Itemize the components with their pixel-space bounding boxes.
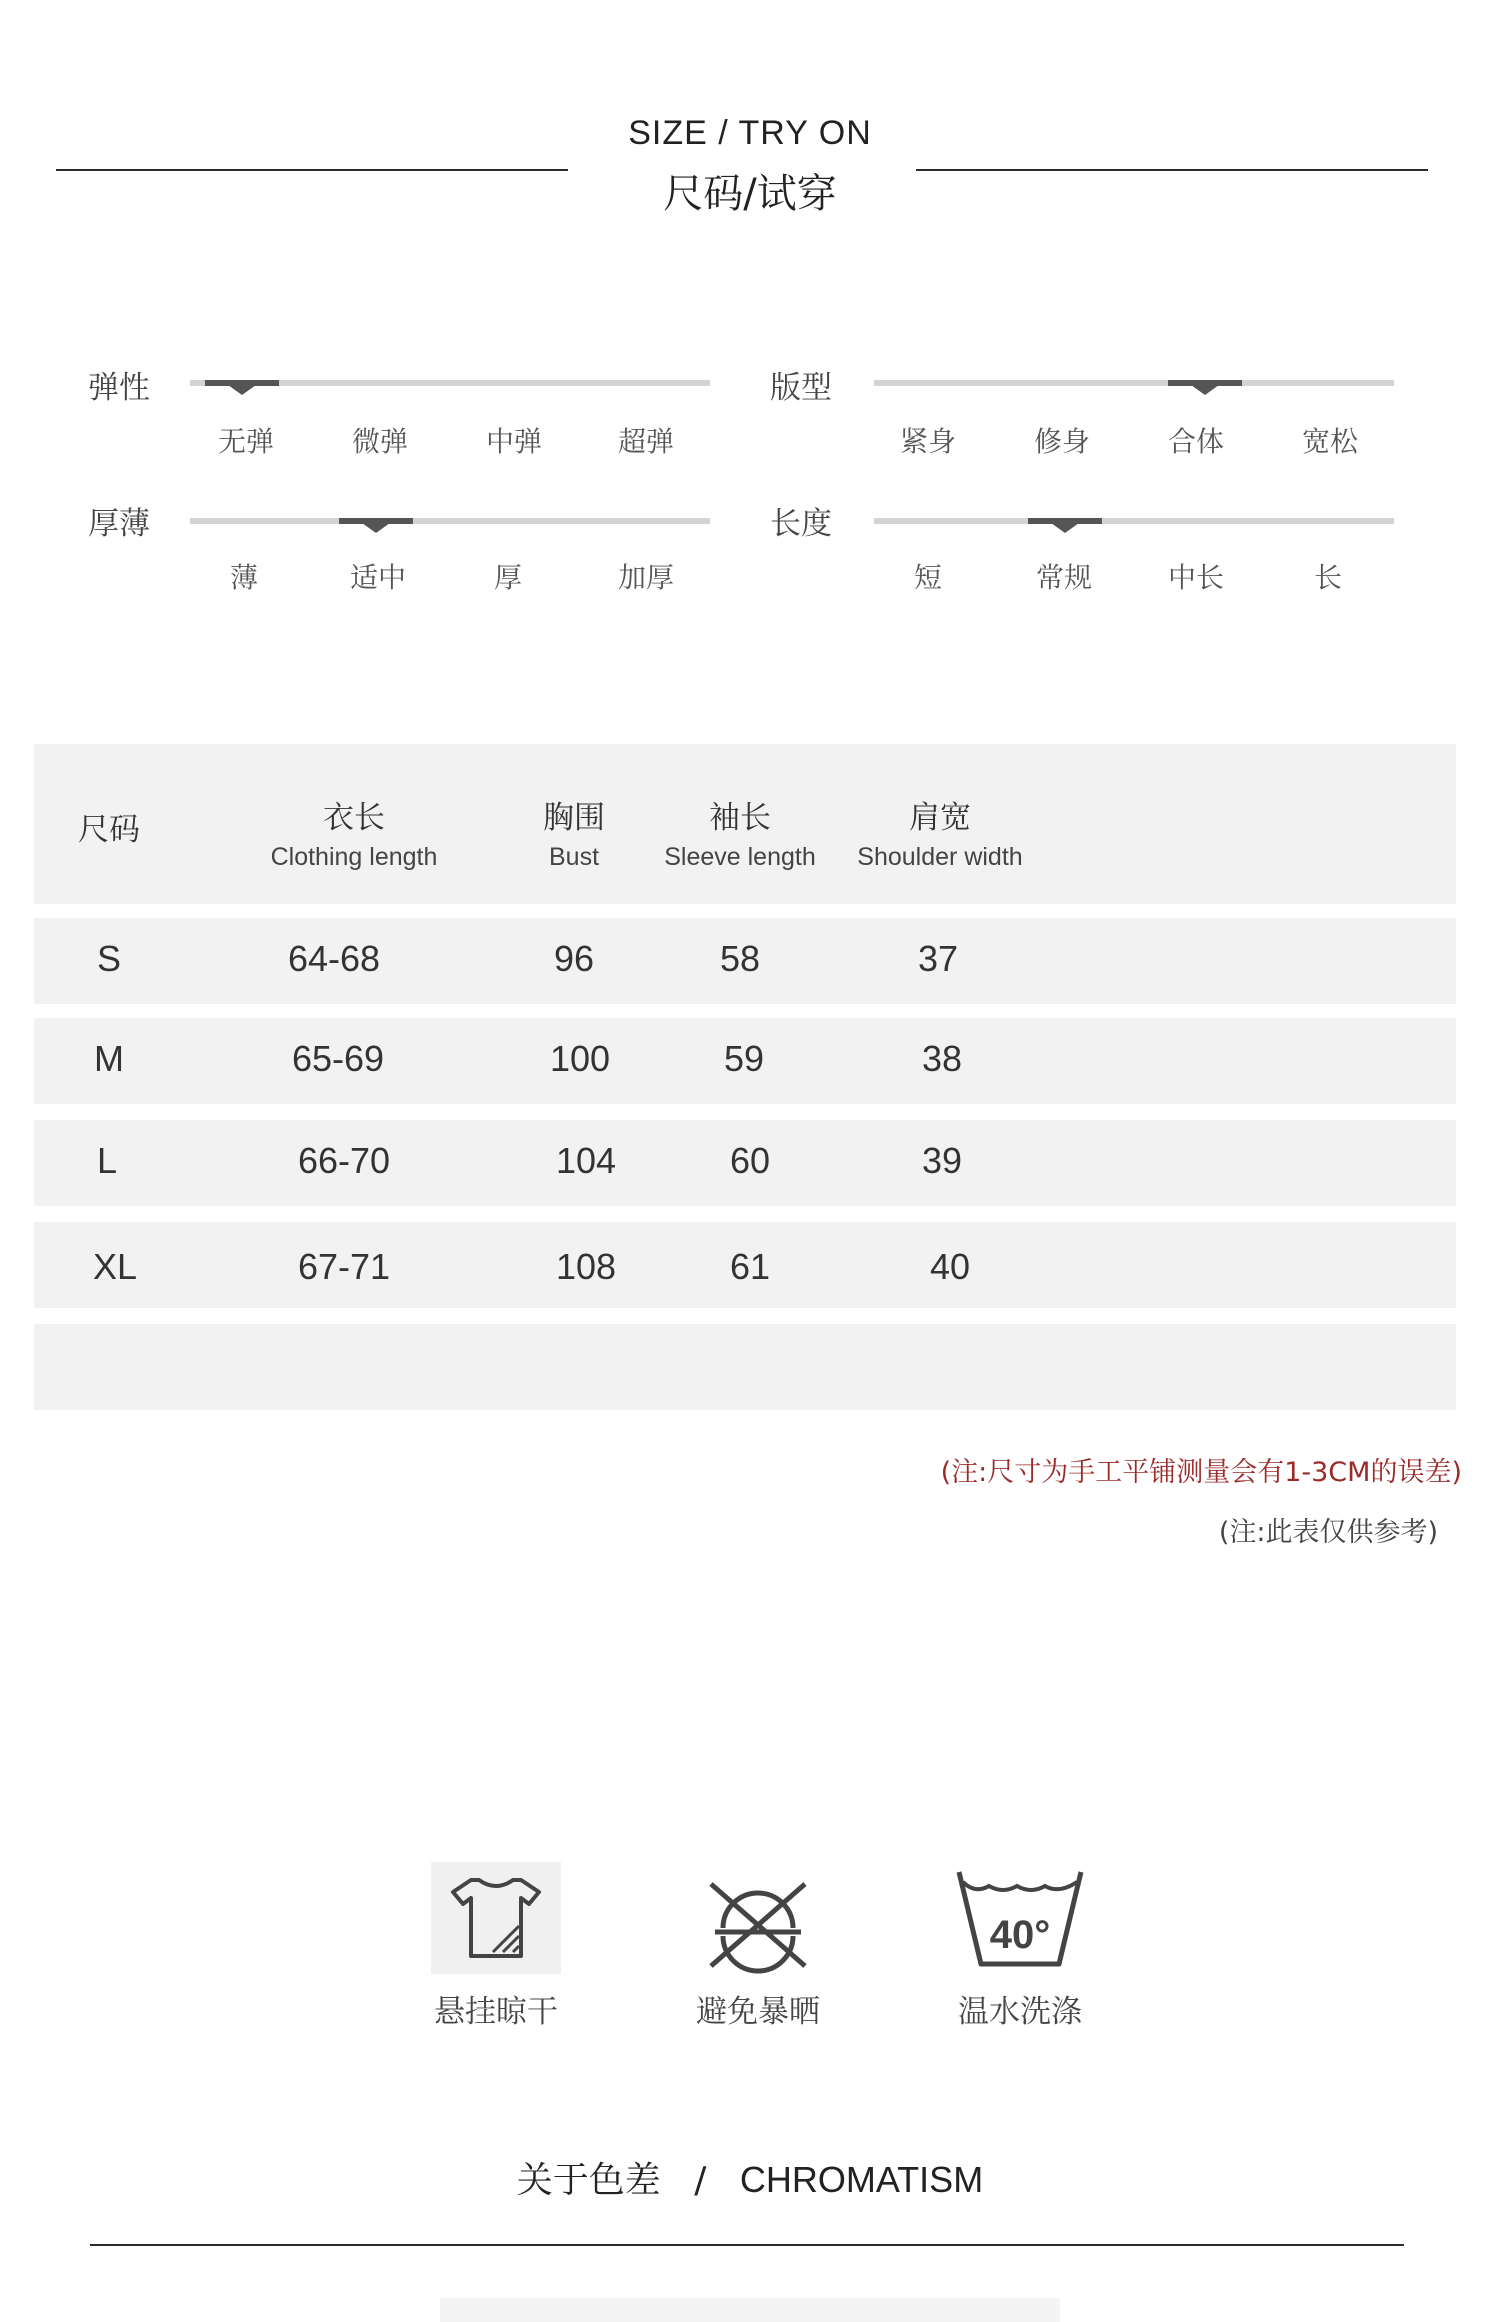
- table-row: [34, 1120, 1456, 1206]
- attribute-label: 版型: [770, 370, 832, 406]
- value-cell: 39: [921, 1140, 963, 1181]
- value-cell: 58: [719, 938, 761, 979]
- size-column-header: 尺码: [78, 812, 140, 848]
- attribute-option: 短: [913, 561, 942, 594]
- wash-temperature: 40°: [989, 1913, 1051, 1957]
- value-cell: 67-71: [297, 1246, 391, 1287]
- attribute-option: 修身: [1033, 425, 1090, 458]
- attribute-option: 常规: [1035, 561, 1092, 594]
- attribute-track: [874, 518, 1394, 524]
- footer-rule: [90, 2244, 1404, 2246]
- section-title-en: SIZE / TRY ON: [628, 114, 872, 152]
- column-header-en: Bust: [548, 843, 600, 871]
- care-item-wash-40: [920, 1864, 1120, 2031]
- reference-note: (注:此表仅供参考): [1218, 1517, 1438, 1548]
- attribute-option: 加厚: [617, 561, 674, 594]
- attribute-option: 适中: [349, 561, 406, 594]
- hang-dry-icon: [431, 1862, 561, 1974]
- attribute-track: [190, 518, 710, 524]
- column-header-cn: 胸围: [543, 800, 605, 836]
- table-empty-row: [34, 1324, 1456, 1410]
- chromatism-title-cn: 关于色差: [516, 2160, 661, 2201]
- attribute-option: 薄: [229, 561, 258, 594]
- chromatism-title-en: CHROMATISM: [739, 2159, 984, 2200]
- table-header-row: [34, 744, 1456, 904]
- value-cell: 104: [555, 1140, 617, 1181]
- value-cell: 108: [555, 1246, 617, 1287]
- care-label: 悬挂晾干: [434, 1994, 558, 2030]
- attribute-option: 超弹: [617, 425, 674, 458]
- value-cell: 64-68: [287, 938, 381, 979]
- value-cell: 37: [917, 938, 959, 979]
- table-row: [34, 918, 1456, 1004]
- size-cell: L: [96, 1140, 118, 1181]
- attribute-option: 宽松: [1301, 425, 1358, 458]
- care-item-hang-dry: [396, 1862, 596, 2031]
- attribute-option: 厚: [493, 561, 522, 594]
- attribute-label: 长度: [770, 506, 832, 542]
- care-label: 避免暴晒: [696, 1994, 820, 2030]
- column-header-cn: 袖长: [709, 800, 771, 836]
- attribute-option: 长: [1313, 561, 1342, 594]
- attribute-label: 厚薄: [88, 506, 150, 542]
- attribute-marker: [339, 518, 413, 524]
- attribute-marker: [1168, 380, 1242, 386]
- no-sun-icon: [693, 1870, 823, 1974]
- column-header-en: Shoulder width: [857, 843, 1023, 871]
- attribute-option: 中长: [1167, 561, 1224, 594]
- care-label: 温水洗涤: [958, 1994, 1082, 2030]
- value-cell: 100: [549, 1038, 611, 1079]
- column-header-en: Sleeve length: [664, 843, 816, 871]
- value-cell: 40: [929, 1246, 971, 1287]
- column-header-clothing-length: [214, 792, 494, 872]
- cut-off-content: [440, 2298, 1060, 2322]
- chromatism-title: [0, 2152, 1500, 2203]
- column-header-en: Clothing length: [270, 843, 438, 871]
- chromatism-separator: /: [694, 2160, 707, 2201]
- table-row: [34, 1018, 1456, 1104]
- attribute-option: 无弹: [217, 425, 274, 458]
- attribute-marker: [1028, 518, 1102, 524]
- care-item-no-sun: [658, 1870, 858, 2031]
- size-cell: XL: [92, 1246, 138, 1287]
- attribute-option: 合体: [1167, 425, 1224, 458]
- value-cell: 96: [553, 938, 595, 979]
- wash-40-icon: [955, 1864, 1085, 1974]
- column-header-shoulder-width: [800, 792, 1080, 872]
- value-cell: 66-70: [297, 1140, 391, 1181]
- measurement-note: (注:尺寸为手工平铺测量会有1-3CM的误差): [940, 1457, 1462, 1488]
- attribute-option: 紧身: [899, 425, 956, 458]
- column-header-cn: 肩宽: [909, 800, 971, 836]
- value-cell: 60: [729, 1140, 771, 1181]
- attribute-track: [874, 380, 1394, 386]
- attribute-option: 微弹: [351, 425, 408, 458]
- attribute-option: 中弹: [485, 425, 542, 458]
- table-row: [34, 1222, 1456, 1308]
- value-cell: 38: [921, 1038, 963, 1079]
- value-cell: 65-69: [291, 1038, 385, 1079]
- size-cell: S: [96, 938, 121, 979]
- attribute-marker: [205, 380, 279, 386]
- size-cell: M: [94, 1038, 124, 1079]
- column-header-cn: 衣长: [323, 800, 385, 836]
- value-cell: 61: [729, 1246, 771, 1287]
- attribute-label: 弹性: [88, 370, 150, 406]
- section-title-cn: 尺码/试穿: [663, 171, 837, 217]
- value-cell: 59: [723, 1038, 765, 1079]
